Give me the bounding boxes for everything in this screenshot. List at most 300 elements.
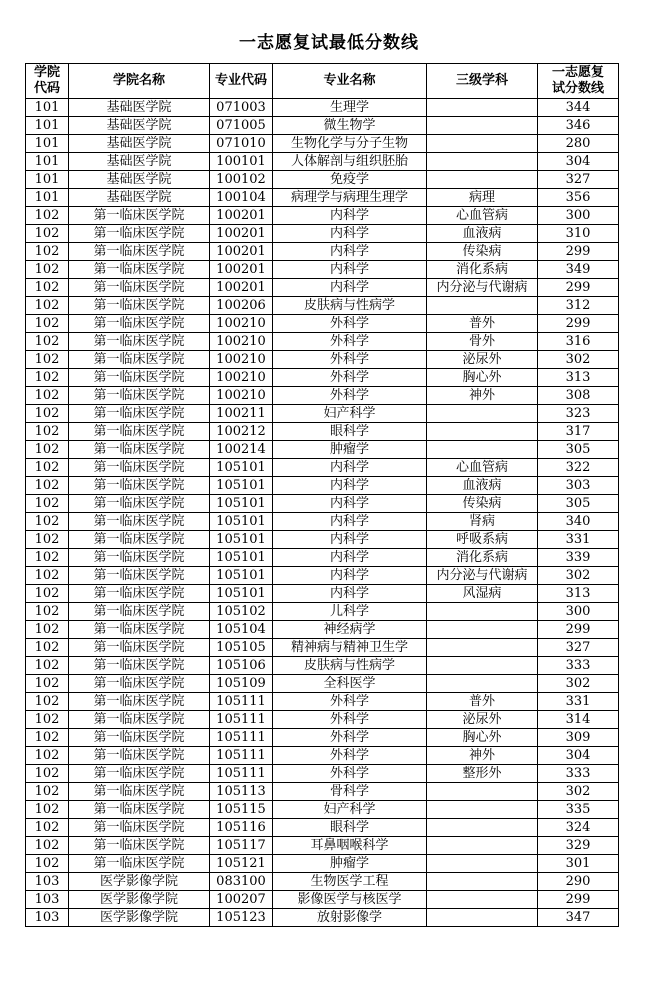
cell-major-name: 外科学 [273, 711, 427, 729]
cell-score: 304 [538, 747, 619, 765]
cell-score: 313 [538, 585, 619, 603]
cell-major-name: 外科学 [273, 315, 427, 333]
cell-college-name: 基础医学院 [69, 153, 210, 171]
cell-score: 333 [538, 657, 619, 675]
cell-major-name: 放射影像学 [273, 909, 427, 927]
cell-college-name: 第一临床医学院 [69, 495, 210, 513]
cell-score: 302 [538, 351, 619, 369]
cell-college-code: 102 [26, 297, 69, 315]
cell-college-name: 第一临床医学院 [69, 567, 210, 585]
table-row [26, 837, 619, 855]
cell-score: 302 [538, 783, 619, 801]
page-title: 一志愿复试最低分数线 [239, 33, 419, 53]
cell-major-code: 105101 [210, 495, 273, 513]
cell-college-name: 医学影像学院 [69, 873, 210, 891]
cell-college-code: 102 [26, 765, 69, 783]
cell-major-name: 妇产科学 [273, 405, 427, 423]
cell-score: 303 [538, 477, 619, 495]
header-score-line: 一志愿复 试分数线 [538, 64, 619, 99]
cell-college-name: 第一临床医学院 [69, 315, 210, 333]
cell-major-code: 100210 [210, 333, 273, 351]
cell-major-name: 微生物学 [273, 117, 427, 135]
cell-college-name: 第一临床医学院 [69, 477, 210, 495]
cell-sub-discipline [427, 819, 538, 837]
cell-college-name: 第一临床医学院 [69, 693, 210, 711]
cell-major-code: 100207 [210, 891, 273, 909]
cell-college-code: 102 [26, 621, 69, 639]
table-row [26, 315, 619, 333]
cell-major-code: 105113 [210, 783, 273, 801]
cell-major-code: 105101 [210, 585, 273, 603]
cell-college-code: 102 [26, 243, 69, 261]
cell-college-code: 102 [26, 207, 69, 225]
cell-major-name: 皮肤病与性病学 [273, 657, 427, 675]
cell-major-code: 100206 [210, 297, 273, 315]
cell-major-name: 肿瘤学 [273, 441, 427, 459]
cell-college-code: 102 [26, 513, 69, 531]
cell-sub-discipline [427, 621, 538, 639]
cell-major-name: 内科学 [273, 261, 427, 279]
cell-college-name: 第一临床医学院 [69, 459, 210, 477]
table-row [26, 747, 619, 765]
cell-college-name: 第一临床医学院 [69, 513, 210, 531]
cell-sub-discipline: 神外 [427, 747, 538, 765]
cell-major-code: 105101 [210, 549, 273, 567]
cell-major-code: 105101 [210, 567, 273, 585]
cell-major-name: 外科学 [273, 729, 427, 747]
cell-sub-discipline: 血液病 [427, 225, 538, 243]
cell-major-name: 外科学 [273, 765, 427, 783]
cell-college-name: 第一临床医学院 [69, 747, 210, 765]
table-row [26, 297, 619, 315]
table-row [26, 495, 619, 513]
cell-major-code: 105101 [210, 531, 273, 549]
cell-major-code: 100212 [210, 423, 273, 441]
cell-college-code: 102 [26, 603, 69, 621]
cell-score: 344 [538, 99, 619, 117]
cell-college-code: 102 [26, 567, 69, 585]
cell-college-code: 102 [26, 747, 69, 765]
table-body [26, 99, 619, 927]
cell-college-name: 第一临床医学院 [69, 621, 210, 639]
cell-score: 322 [538, 459, 619, 477]
cell-college-code: 102 [26, 333, 69, 351]
cell-college-name: 第一临床医学院 [69, 297, 210, 315]
cell-score: 327 [538, 639, 619, 657]
cell-college-name: 第一临床医学院 [69, 657, 210, 675]
cell-college-code: 102 [26, 387, 69, 405]
cell-college-code: 103 [26, 891, 69, 909]
table-row [26, 513, 619, 531]
cell-major-code: 105101 [210, 477, 273, 495]
cell-major-name: 精神病与精神卫生学 [273, 639, 427, 657]
cell-sub-discipline: 胸心外 [427, 369, 538, 387]
cell-sub-discipline: 神外 [427, 387, 538, 405]
table-row [26, 405, 619, 423]
cell-college-name: 第一临床医学院 [69, 243, 210, 261]
header-sub-discipline: 三级学科 [427, 64, 538, 99]
cell-sub-discipline: 胸心外 [427, 729, 538, 747]
cell-major-code: 105101 [210, 513, 273, 531]
table-row [26, 477, 619, 495]
cell-sub-discipline: 消化系病 [427, 261, 538, 279]
cell-college-name: 第一临床医学院 [69, 819, 210, 837]
cell-major-code: 100210 [210, 369, 273, 387]
cell-major-code: 100214 [210, 441, 273, 459]
cell-sub-discipline: 传染病 [427, 495, 538, 513]
cell-sub-discipline: 普外 [427, 693, 538, 711]
cell-major-code: 105111 [210, 693, 273, 711]
cell-college-code: 102 [26, 783, 69, 801]
cell-college-code: 102 [26, 585, 69, 603]
cell-score: 280 [538, 135, 619, 153]
cell-sub-discipline: 风湿病 [427, 585, 538, 603]
cell-college-name: 第一临床医学院 [69, 423, 210, 441]
cell-major-code: 100101 [210, 153, 273, 171]
cell-sub-discipline [427, 675, 538, 693]
cell-college-name: 第一临床医学院 [69, 261, 210, 279]
table-row [26, 135, 619, 153]
cell-major-name: 内科学 [273, 531, 427, 549]
cell-major-code: 071003 [210, 99, 273, 117]
cell-college-code: 103 [26, 909, 69, 927]
cell-sub-discipline: 消化系病 [427, 549, 538, 567]
cell-major-code: 105101 [210, 459, 273, 477]
cell-major-code: 071005 [210, 117, 273, 135]
table-row [26, 99, 619, 117]
cell-score: 308 [538, 387, 619, 405]
cell-score: 356 [538, 189, 619, 207]
score-table [25, 63, 619, 927]
cell-score: 340 [538, 513, 619, 531]
cell-sub-discipline: 骨外 [427, 333, 538, 351]
cell-score: 312 [538, 297, 619, 315]
cell-major-code: 105106 [210, 657, 273, 675]
table-row [26, 333, 619, 351]
cell-college-code: 102 [26, 531, 69, 549]
cell-sub-discipline [427, 603, 538, 621]
table-row [26, 153, 619, 171]
cell-college-name: 基础医学院 [69, 189, 210, 207]
header-major-name: 专业名称 [273, 64, 427, 99]
cell-college-code: 102 [26, 279, 69, 297]
cell-college-code: 101 [26, 135, 69, 153]
cell-score: 324 [538, 819, 619, 837]
cell-major-name: 耳鼻咽喉科学 [273, 837, 427, 855]
table-row [26, 621, 619, 639]
cell-college-code: 102 [26, 711, 69, 729]
cell-college-name: 第一临床医学院 [69, 279, 210, 297]
cell-major-name: 生理学 [273, 99, 427, 117]
table-row [26, 171, 619, 189]
header-college-code: 学院 代码 [26, 64, 69, 99]
cell-major-code: 105111 [210, 729, 273, 747]
table-row [26, 549, 619, 567]
table-row [26, 261, 619, 279]
cell-sub-discipline [427, 909, 538, 927]
table-row [26, 459, 619, 477]
table-row [26, 783, 619, 801]
cell-major-name: 眼科学 [273, 819, 427, 837]
cell-score: 300 [538, 207, 619, 225]
table-row [26, 423, 619, 441]
header-major-code: 专业代码 [210, 64, 273, 99]
cell-sub-discipline: 病理 [427, 189, 538, 207]
cell-college-name: 第一临床医学院 [69, 585, 210, 603]
cell-college-name: 医学影像学院 [69, 909, 210, 927]
cell-sub-discipline [427, 117, 538, 135]
cell-major-name: 内科学 [273, 477, 427, 495]
table-row [26, 909, 619, 927]
cell-score: 310 [538, 225, 619, 243]
cell-major-code: 105115 [210, 801, 273, 819]
cell-major-name: 影像医学与核医学 [273, 891, 427, 909]
cell-college-name: 第一临床医学院 [69, 549, 210, 567]
cell-college-code: 102 [26, 837, 69, 855]
table-row [26, 855, 619, 873]
cell-college-code: 103 [26, 873, 69, 891]
cell-college-code: 102 [26, 639, 69, 657]
cell-major-name: 生物医学工程 [273, 873, 427, 891]
cell-sub-discipline: 血液病 [427, 477, 538, 495]
cell-score: 301 [538, 855, 619, 873]
cell-college-name: 第一临床医学院 [69, 351, 210, 369]
cell-score: 329 [538, 837, 619, 855]
cell-college-code: 102 [26, 369, 69, 387]
cell-score: 333 [538, 765, 619, 783]
cell-sub-discipline [427, 891, 538, 909]
cell-college-code: 102 [26, 405, 69, 423]
cell-major-code: 100102 [210, 171, 273, 189]
cell-sub-discipline: 泌尿外 [427, 711, 538, 729]
cell-major-name: 内科学 [273, 279, 427, 297]
cell-college-code: 102 [26, 441, 69, 459]
cell-college-code: 102 [26, 315, 69, 333]
cell-sub-discipline: 心血管病 [427, 207, 538, 225]
cell-major-name: 眼科学 [273, 423, 427, 441]
cell-college-code: 102 [26, 675, 69, 693]
cell-college-name: 第一临床医学院 [69, 441, 210, 459]
cell-major-name: 肿瘤学 [273, 855, 427, 873]
table-row [26, 765, 619, 783]
cell-sub-discipline: 传染病 [427, 243, 538, 261]
cell-major-name: 神经病学 [273, 621, 427, 639]
cell-sub-discipline [427, 657, 538, 675]
cell-college-name: 第一临床医学院 [69, 711, 210, 729]
cell-major-name: 外科学 [273, 387, 427, 405]
cell-major-code: 083100 [210, 873, 273, 891]
table-row [26, 207, 619, 225]
cell-major-name: 内科学 [273, 549, 427, 567]
table-row [26, 711, 619, 729]
cell-college-name: 第一临床医学院 [69, 765, 210, 783]
cell-sub-discipline [427, 855, 538, 873]
table-row [26, 675, 619, 693]
table-row [26, 729, 619, 747]
cell-major-name: 外科学 [273, 333, 427, 351]
cell-college-name: 基础医学院 [69, 135, 210, 153]
cell-score: 313 [538, 369, 619, 387]
cell-major-name: 全科医学 [273, 675, 427, 693]
cell-college-name: 第一临床医学院 [69, 783, 210, 801]
table-row [26, 873, 619, 891]
cell-college-code: 102 [26, 855, 69, 873]
cell-major-code: 100201 [210, 225, 273, 243]
table-row [26, 531, 619, 549]
cell-major-name: 皮肤病与性病学 [273, 297, 427, 315]
cell-major-code: 105116 [210, 819, 273, 837]
table-row [26, 585, 619, 603]
cell-sub-discipline [427, 639, 538, 657]
cell-college-name: 基础医学院 [69, 171, 210, 189]
cell-major-code: 100201 [210, 279, 273, 297]
cell-sub-discipline [427, 135, 538, 153]
cell-score: 335 [538, 801, 619, 819]
cell-sub-discipline [427, 99, 538, 117]
cell-major-name: 内科学 [273, 513, 427, 531]
cell-score: 302 [538, 567, 619, 585]
cell-sub-discipline: 肾病 [427, 513, 538, 531]
cell-major-code: 100211 [210, 405, 273, 423]
cell-score: 290 [538, 873, 619, 891]
cell-sub-discipline [427, 837, 538, 855]
cell-major-name: 生物化学与分子生物 [273, 135, 427, 153]
table-header-row [26, 64, 619, 99]
cell-major-name: 儿科学 [273, 603, 427, 621]
cell-college-code: 102 [26, 657, 69, 675]
cell-score: 304 [538, 153, 619, 171]
cell-score: 331 [538, 531, 619, 549]
cell-sub-discipline: 普外 [427, 315, 538, 333]
cell-major-name: 外科学 [273, 369, 427, 387]
cell-score: 316 [538, 333, 619, 351]
table-row [26, 117, 619, 135]
cell-major-code: 100201 [210, 207, 273, 225]
cell-college-code: 102 [26, 477, 69, 495]
cell-major-code: 100210 [210, 315, 273, 333]
table-row [26, 657, 619, 675]
table-row [26, 351, 619, 369]
table-row [26, 891, 619, 909]
cell-sub-discipline [427, 423, 538, 441]
cell-sub-discipline [427, 171, 538, 189]
cell-major-name: 外科学 [273, 747, 427, 765]
cell-score: 314 [538, 711, 619, 729]
cell-score: 299 [538, 891, 619, 909]
cell-sub-discipline: 整形外 [427, 765, 538, 783]
cell-score: 323 [538, 405, 619, 423]
table-row [26, 441, 619, 459]
cell-score: 299 [538, 279, 619, 297]
table-row [26, 243, 619, 261]
table-row [26, 369, 619, 387]
cell-major-code: 105109 [210, 675, 273, 693]
cell-college-code: 102 [26, 495, 69, 513]
cell-major-code: 105104 [210, 621, 273, 639]
cell-score: 300 [538, 603, 619, 621]
cell-major-code: 105117 [210, 837, 273, 855]
cell-major-name: 内科学 [273, 585, 427, 603]
cell-college-name: 第一临床医学院 [69, 207, 210, 225]
cell-college-name: 第一临床医学院 [69, 369, 210, 387]
cell-sub-discipline: 心血管病 [427, 459, 538, 477]
cell-major-name: 妇产科学 [273, 801, 427, 819]
cell-sub-discipline [427, 441, 538, 459]
cell-major-code: 100201 [210, 261, 273, 279]
cell-major-code: 100210 [210, 351, 273, 369]
cell-college-name: 第一临床医学院 [69, 801, 210, 819]
cell-college-code: 102 [26, 549, 69, 567]
cell-major-code: 105102 [210, 603, 273, 621]
cell-score: 347 [538, 909, 619, 927]
cell-college-name: 第一临床医学院 [69, 405, 210, 423]
cell-sub-discipline: 内分泌与代谢病 [427, 567, 538, 585]
table-row [26, 801, 619, 819]
cell-major-code: 071010 [210, 135, 273, 153]
table-row [26, 639, 619, 657]
cell-major-name: 内科学 [273, 459, 427, 477]
cell-college-code: 101 [26, 117, 69, 135]
cell-major-code: 105105 [210, 639, 273, 657]
cell-college-name: 第一临床医学院 [69, 639, 210, 657]
cell-college-code: 102 [26, 423, 69, 441]
cell-score: 327 [538, 171, 619, 189]
cell-major-code: 105121 [210, 855, 273, 873]
cell-score: 305 [538, 495, 619, 513]
cell-major-name: 内科学 [273, 207, 427, 225]
table-row [26, 189, 619, 207]
cell-sub-discipline: 内分泌与代谢病 [427, 279, 538, 297]
cell-major-name: 免疫学 [273, 171, 427, 189]
cell-college-name: 第一临床医学院 [69, 225, 210, 243]
table-row [26, 279, 619, 297]
cell-major-code: 105111 [210, 747, 273, 765]
cell-score: 331 [538, 693, 619, 711]
cell-college-name: 第一临床医学院 [69, 333, 210, 351]
table-row [26, 603, 619, 621]
cell-sub-discipline: 呼吸系病 [427, 531, 538, 549]
cell-college-name: 第一临床医学院 [69, 603, 210, 621]
table-row [26, 693, 619, 711]
cell-major-name: 内科学 [273, 495, 427, 513]
cell-major-code: 100201 [210, 243, 273, 261]
cell-score: 309 [538, 729, 619, 747]
cell-score: 299 [538, 315, 619, 333]
cell-college-code: 102 [26, 729, 69, 747]
cell-major-code: 100104 [210, 189, 273, 207]
cell-major-code: 100210 [210, 387, 273, 405]
cell-sub-discipline [427, 297, 538, 315]
header-college-name: 学院名称 [69, 64, 210, 99]
cell-score: 349 [538, 261, 619, 279]
table-row [26, 387, 619, 405]
cell-major-name: 内科学 [273, 567, 427, 585]
cell-major-name: 骨科学 [273, 783, 427, 801]
cell-college-code: 102 [26, 819, 69, 837]
table-row [26, 819, 619, 837]
cell-score: 299 [538, 621, 619, 639]
cell-major-name: 人体解剖与组织胚胎 [273, 153, 427, 171]
cell-college-name: 第一临床医学院 [69, 675, 210, 693]
cell-college-name: 第一临床医学院 [69, 729, 210, 747]
cell-college-name: 第一临床医学院 [69, 387, 210, 405]
cell-college-name: 第一临床医学院 [69, 855, 210, 873]
cell-college-code: 102 [26, 459, 69, 477]
cell-college-code: 102 [26, 801, 69, 819]
cell-college-name: 基础医学院 [69, 99, 210, 117]
cell-sub-discipline [427, 153, 538, 171]
cell-score: 302 [538, 675, 619, 693]
